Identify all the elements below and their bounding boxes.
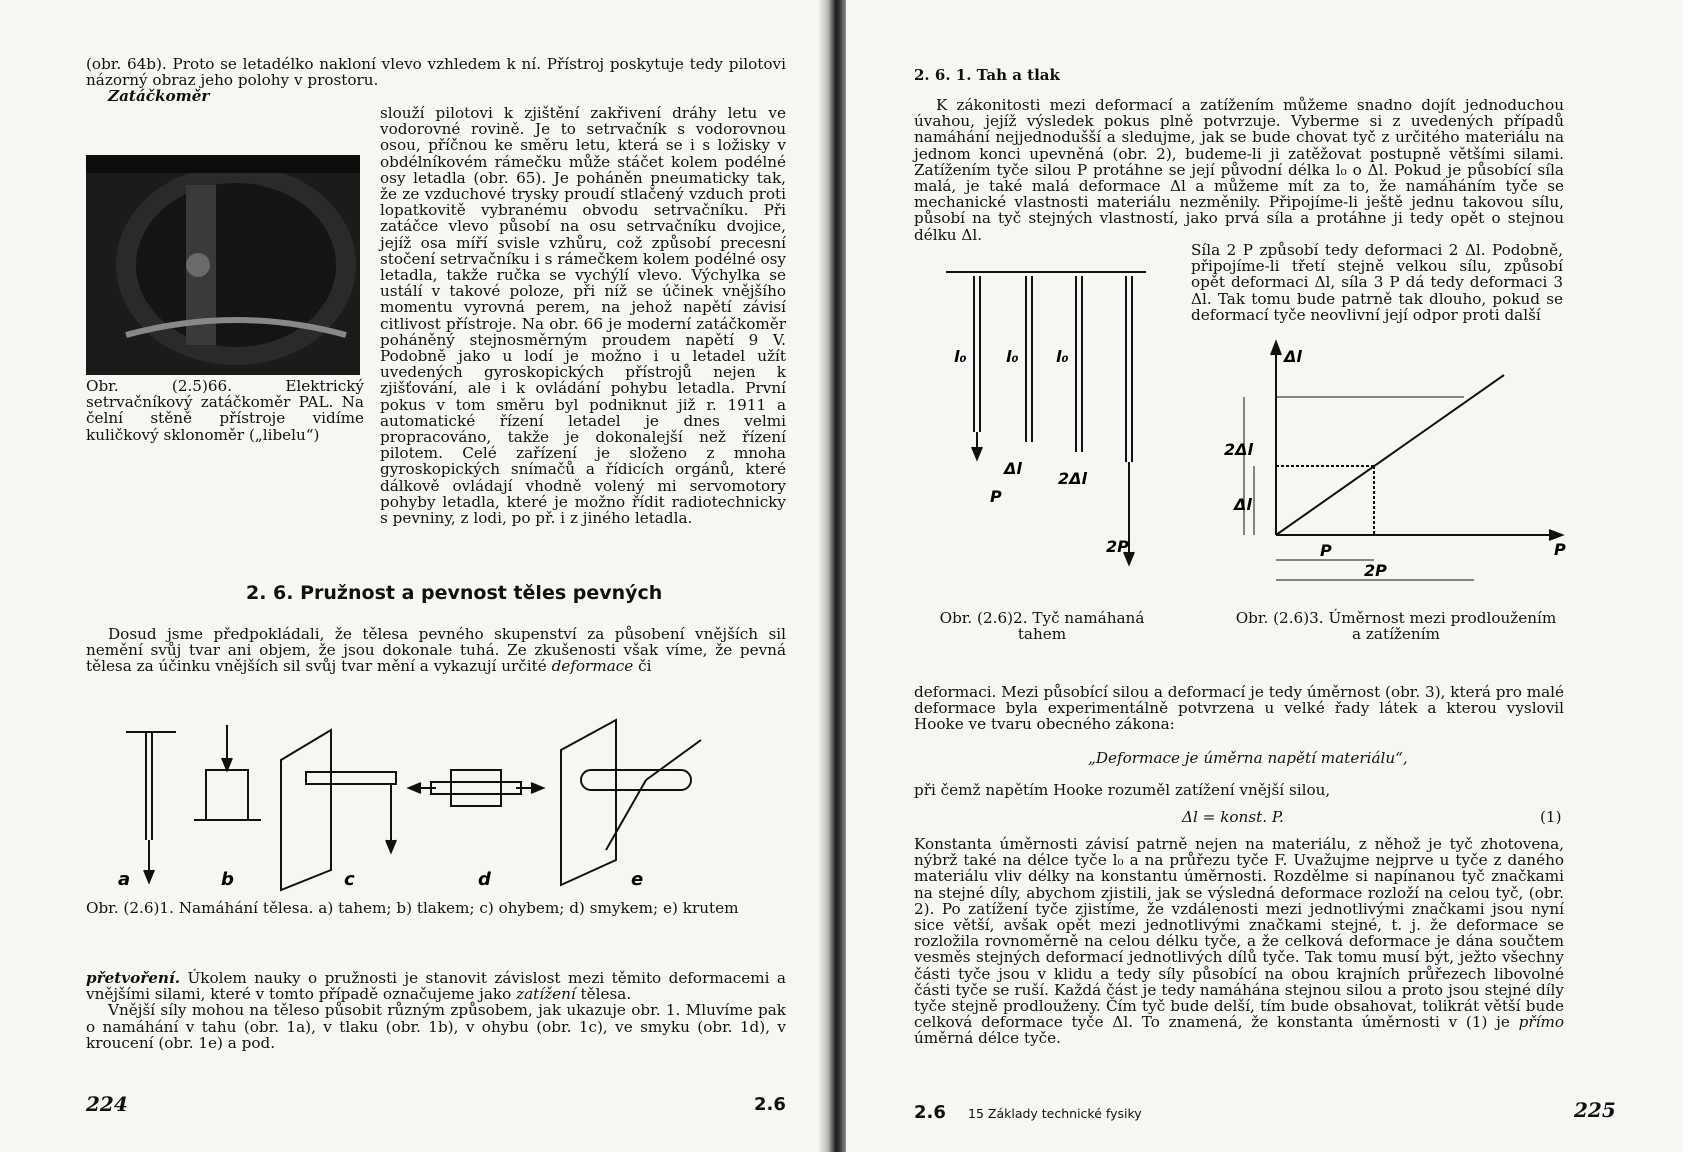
- left-page: [0, 0, 836, 1152]
- left-line1: (obr. 64b). Proto se letadélko nakloní vlevo vzhledem k ní. Přístroj poskytuje tedy pilotovi názorný obraz jeho polohy v prostoru.: [86, 55, 786, 90]
- fig3-dl: Δl: [1234, 495, 1252, 514]
- right-para4-text: Konstanta úměrnosti závisí patrně nejen na materiálu, z něhož je tyč zhotovena, nýbrž také na délce tyče l₀ a na průřezu tyče F. Uvažujme nejprve u tyče z daného materiálu vliv délky na konstantu úměrnosti. Rozdělme si napínanou tyč značkami na stejné díly, abychom zjistili, jak se výsledná deformace rozloží na celou tyč, (obr. 2). Po zatížení tyče zjistíme, že vzdálenosti mezi jednotlivými značkami jsou nyní sice větší, avšak opět mezi jednotlivými značkami stejné, t. j. že deformace se rozložila rovnoměrně na celou délku tyče, a že celková deformace je dána součtem vesměs stejných deformací jednotlivých dílů tyče. Tak tomu musí být, ježto všechny části tyče jsou v klidu a tedy síly působící na obou krajních průřezech libovolné části tyče se ruší. Každá část je tedy namáhána stejnou silou a proto jsou stejné díly tyče stejně prodlouženy. Čím tyč bude delší, tím bude obsahovat, tolikrát větší bude celková deformace tyče Δl. To znamená, že konstanta úměrnosti v (1) je: [914, 835, 1564, 1032]
- subheading-tah-a-tlak: 2. 6. 1. Tah a tlak: [914, 66, 1060, 84]
- instrument-photo-svg: [86, 155, 360, 375]
- fig1-label-e: e: [631, 869, 644, 890]
- after-figure-paragraph: [86, 970, 786, 1051]
- fig3-p: P: [1320, 541, 1332, 560]
- figure-2-caption: Obr. (2.6)2. Tyč namáhaná tahem: [939, 609, 1145, 644]
- fig2-2p: 2P: [1106, 537, 1129, 556]
- left-wrap-text: [380, 104, 786, 528]
- right-page-number: 225: [1574, 1098, 1616, 1122]
- fig1-e-torsion: [561, 720, 701, 885]
- fig3-2p: 2P: [1364, 561, 1387, 580]
- figure-2-rods-in-tension: [946, 262, 1176, 602]
- instrument-photo: [86, 155, 360, 375]
- fig2-p: P: [990, 487, 1002, 506]
- left-top-text: [86, 56, 786, 105]
- right-para3: při čemž napětím Hooke rozuměl zatížení vnější silou,: [914, 781, 1331, 799]
- fig3-axis-p: P: [1554, 540, 1566, 559]
- forces-paragraph: Vnější síly mohou na těleso působit různým způsobem, jak ukazuje obr. 1. Mluvíme pak o namáhání v tahu (obr. 1a), v tlaku (obr. 1b), v ohybu (obr. 1c), ve smyku (obr. 1d), v kroucení (obr. 1e) a pod.: [86, 1001, 786, 1052]
- intro-paragraph: [86, 626, 786, 675]
- term-deformace: deformace: [551, 657, 634, 676]
- fig3-2dl: 2Δl: [1224, 440, 1253, 459]
- left-section-tag: 2.6: [754, 1094, 786, 1115]
- fig1-label-c: c: [344, 869, 355, 890]
- right-para1: K zákonitosti mezi deformací a zatížením můžeme snadno dojít jednoduchou úvahou, jejíž výsledek pokus plně potvrzuje. Vyberme si z uvedených případů namáhání nejjednodušší a sledujme, jak se bude chovat tyč z určitého materiálu na jednom konci upevněná (obr. 2), budeme-li ji zatěžovat postupně většími silami. Zatížením tyče silou P protáhne se její původní délka l₀ o Δl. Pokud je působící síla malá, je také malá deformace Δl a můžeme mít za to, že namáháním tyče se mechanické vlastnosti materiálu nezměnily. Připojíme-li ještě jednu takovou sílu, působí na tyč stejných vlastností, jako prvá síla a protáhne ji tedy opět o stejnou délku Δl.: [914, 96, 1564, 244]
- photo-caption: Obr. (2.5)66. Elektrický setrvačníkový zatáčkoměr PAL. Na čelní stěně přístroje vidíme kuličkový sklonoměr („libelu“): [86, 377, 364, 444]
- intro-end: či: [638, 657, 652, 676]
- equation-number: (1): [1540, 808, 1562, 826]
- fig1-label-a: a: [118, 869, 131, 890]
- fig1-b-compression: [194, 725, 261, 820]
- fig3-axis-dl: Δl: [1284, 347, 1302, 366]
- after-text-a: Úkolem nauky o pružnosti je stanovit závislost mezi těmito deformacemi a vnějšími silami, které v tomto případě označujeme jako: [86, 969, 786, 1004]
- right-para4: [914, 836, 1564, 1047]
- fig1-d-shear: [409, 770, 543, 806]
- fig2-2dl: 2Δl: [1058, 469, 1087, 488]
- figure-3-caption: Obr. (2.6)3. Úměrnost mezi prodloužením a zatížením: [1235, 609, 1557, 644]
- right-para2: deformaci. Mezi působící silou a deformací je tedy úměrnost (obr. 3), která pro malé deformace byla experimentálně potvrzena u velké řady látek a kterou vyslovil Hooke ve tvaru obecného zákona:: [914, 683, 1564, 734]
- right-para1-cont: Síla 2 P způsobí tedy deformaci 2 Δl. Podobně, připojíme-li třetí stejně velkou sílu, způsobí opět deformaci Δl, síla 3 P dá tedy deformaci 3 Δl. Tak tomu bude patrně tak dlouho, pokud se deformací tyče neovlivní její odpor proti další: [1191, 241, 1563, 324]
- fig2-l0-2: l₀: [1006, 347, 1019, 366]
- after-text-b: tělesa.: [580, 985, 632, 1004]
- fig1-a-tension: [126, 732, 176, 882]
- hooke-quote: „Deformace je úměrna napětí materiálu“,: [1088, 749, 1408, 767]
- right-para4-end: úměrná délce tyče.: [914, 1029, 1061, 1048]
- term-zatackomer: Zatáčkoměr: [108, 87, 210, 106]
- intro-text: Dosud jsme předpokládali, že tělesa pevného skupenství za působení vnějších sil nemění svůj tvar ani objem, že jsou dokonale tuhá. Ze zkušenosti však víme, že pevná tělesa za účinku vnějších sil svůj tvar mění a vykazují určité: [86, 625, 786, 676]
- left-para2-top: [86, 88, 786, 104]
- right-page: [846, 0, 1683, 1152]
- figure-1-loading-types: [86, 720, 786, 890]
- fig1-label-d: d: [478, 869, 491, 890]
- fig2-dl: Δl: [1004, 459, 1022, 478]
- section-heading: 2. 6. Pružnost a pevnost těles pevných: [246, 582, 663, 604]
- term-primo: přímo: [1518, 1013, 1564, 1032]
- figure-3-proportionality-graph: [1224, 340, 1584, 600]
- fig1-c-bending: [281, 730, 396, 890]
- fig2-l0-3: l₀: [1056, 347, 1069, 366]
- right-footer-note: 15 Základy technické fysiky: [968, 1106, 1142, 1121]
- fig1-label-b: b: [221, 869, 234, 890]
- term-zatizeni: zatížení: [516, 985, 576, 1004]
- left-page-number: 224: [86, 1092, 128, 1116]
- right-section-tag: 2.6: [914, 1102, 946, 1123]
- term-pretvoreni: přetvoření.: [86, 969, 181, 987]
- fig2-l0-1: l₀: [954, 347, 967, 366]
- left-para2-body: slouží pilotovi k zjištění zakřivení dráhy letu ve vodorovné rovině. Je to setrvačník s vodorovnou osou, příčnou ke směru letu, která se i s ložisky v obdélníkovém rámečku může stáčet kolem podélné osy letadla (obr. 65). Je poháněn pneumaticky tak, že ze vzduchové trysky proudí stlačený vzduch proti lopatkovitě vybranému obvodu setrvačníku. Při zatáčce vlevo působí na osu setrvačníku dvojice, jejíž osa míří svisle vzhůru, což způsobí precesní stočení setrvačníku i s rámečkem kolem podélné osy letadla, takže ručka se vychýlí vlevo. Výchylka se ustálí v takové poloze, při níž se účinek vnějšího momentu vyrovná perem, na jehož napětí závisí citlivost přístroje. Na obr. 66 je moderní zatáčkoměr poháněný stejnosměrným proudem napětí 9 V. Podobně jako u lodí je možno i u letadel užít uvedených gyroskopických přístrojů nejen k zjišťování, ale i k ovládání pohybu letadla. První pokus v tom směru byl podniknut již r. 1911 a automatické řízení letadel je dnes velmi propracováno, takže je dokonalejší než řízení pilotem. Celé zařízení je složeno z mnoha gyroskopických snímačů a řídicích orgánů, které dálkově ovládají vhodně volený mi servomotory pohyby letadla, které je možno řídit radiotechnicky s pevniny, z lodi, po př. i z jiného letadla.: [380, 104, 786, 528]
- figure-1-caption: Obr. (2.6)1. Namáhání tělesa. a) tahem; b) tlakem; c) ohybem; d) smykem; e) krutem: [86, 899, 739, 917]
- hooke-equation: Δl = konst. P.: [1182, 808, 1284, 826]
